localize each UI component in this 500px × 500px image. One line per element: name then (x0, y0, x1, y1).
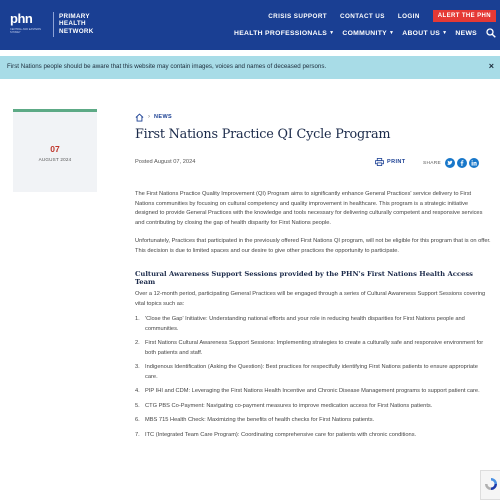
share-label: SHARE (423, 160, 442, 166)
list-item: 2. First Nations Cultural Awareness Support Sessions: Implementing strategies to create a culturally safe and responsive environment for both patients and staff. (135, 340, 484, 356)
utility-nav (268, 10, 500, 22)
breadcrumb-separator-icon: › (148, 114, 150, 120)
eligibility-paragraph: Unfortunately, Practices that participated in the previously offered First Nations QI program, will not be eligible for this program that is on offer. This decision is due to limited spaces and our desire to give other practices the opportunity to participate. (135, 238, 491, 254)
topics-list (135, 315, 491, 440)
section-heading: Cultural Awareness Support Sessions provided by the PHN's First Nations Health Access Team (135, 270, 473, 286)
recaptcha-icon (484, 477, 498, 491)
date-day: 07 (50, 144, 60, 154)
contact-us-link[interactable]: CONTACT US (340, 12, 385, 20)
logo-subtext: CENTRAL AND EASTERN SYDNEY (10, 28, 42, 35)
home-icon[interactable] (135, 113, 144, 122)
twitter-icon[interactable] (445, 158, 455, 168)
crisis-support-link[interactable]: CRISIS SUPPORT (268, 12, 328, 20)
facebook-icon[interactable] (457, 158, 467, 168)
main-nav (226, 28, 496, 38)
date-month: AUGUST 2024 (38, 157, 72, 162)
alert-the-phn-button[interactable]: ALERT THE PHN (433, 10, 496, 22)
list-item: 1. 'Close the Gap' Initiative: Understanding national efforts and your role in reducing health disparities for First Nations people and communities. (135, 316, 465, 332)
list-item: 3. Indigenous Identification (Asking the Question): Best practices for respectfully identifying First Nations patients to ensure appropriate care. (135, 364, 478, 380)
nav-news[interactable]: NEWS (455, 29, 477, 37)
page-title: First Nations Practice QI Cycle Program (135, 127, 391, 142)
chevron-down-icon: ▼ (442, 30, 448, 36)
site-header (0, 0, 500, 50)
nav-community[interactable]: COMMUNITY ▼ (342, 29, 395, 37)
share-bar (423, 158, 481, 168)
sessions-intro-paragraph: Over a 12-month period, participating General Practices will be engaged through a series of Cultural Awareness Support Sessions covering vital topics such as: (135, 291, 486, 307)
article-content (135, 112, 491, 445)
list-item: 4. PIP IHI and CDM: Leveraging the First Nations Health Incentive and Chronic Disease Management programs to support patient care. (135, 388, 480, 394)
recaptcha-badge[interactable] (480, 470, 500, 500)
nav-about-us[interactable]: ABOUT US ▼ (402, 29, 448, 37)
logo-text: phn (10, 11, 33, 26)
posted-date: Posted August 07, 2024 (135, 159, 196, 165)
printer-icon (375, 158, 384, 166)
list-item: 6. MBS 715 Health Check: Maximizing the benefits of health checks for First Nations patients. (135, 417, 375, 423)
date-card (13, 109, 97, 192)
intro-paragraph: The First Nations Practice Quality Improvement (QI) Program aims to significantly enhance General Practices' service delivery to First Nations communities by focusing on cultural competency and quality improvement in healthcare. This program is a strategic initiative designed to provide General Practices with the knowledge and tools necessary for delivering culturally competent and responsive services and contributing by closing the gap of health disparity for First Nations people. (135, 191, 483, 226)
chevron-down-icon: ▼ (389, 30, 395, 36)
print-label: PRINT (387, 159, 406, 165)
logo-network-text: PRIMARY HEALTH NETWORK (59, 13, 94, 35)
list-item: 7. ITC (Integrated Team Care Program): Coordinating comprehensive care for patients with chronic conditions. (135, 431, 417, 438)
breadcrumb-news-link[interactable]: NEWS (154, 114, 173, 120)
linkedin-icon[interactable] (469, 158, 479, 168)
nav-health-professionals[interactable]: HEALTH PROFESSIONALS ▼ (234, 29, 335, 37)
logo-divider (53, 12, 54, 37)
article-meta (135, 156, 491, 170)
close-icon[interactable]: × (488, 61, 494, 71)
chevron-down-icon: ▼ (329, 30, 335, 36)
login-link[interactable]: LOGIN (397, 12, 420, 20)
notice-text: First Nations people should be aware that this website may contain images, voices and names of deceased persons. (7, 63, 327, 70)
deceased-persons-notice (0, 56, 500, 79)
phn-logo[interactable] (10, 12, 94, 37)
print-button[interactable] (375, 158, 406, 166)
search-icon[interactable] (486, 28, 496, 38)
list-item: 5. CTG PBS Co-Payment: Navigating co-payment measures to improve medication access for First Nations patients. (135, 402, 433, 409)
breadcrumb (135, 112, 491, 122)
